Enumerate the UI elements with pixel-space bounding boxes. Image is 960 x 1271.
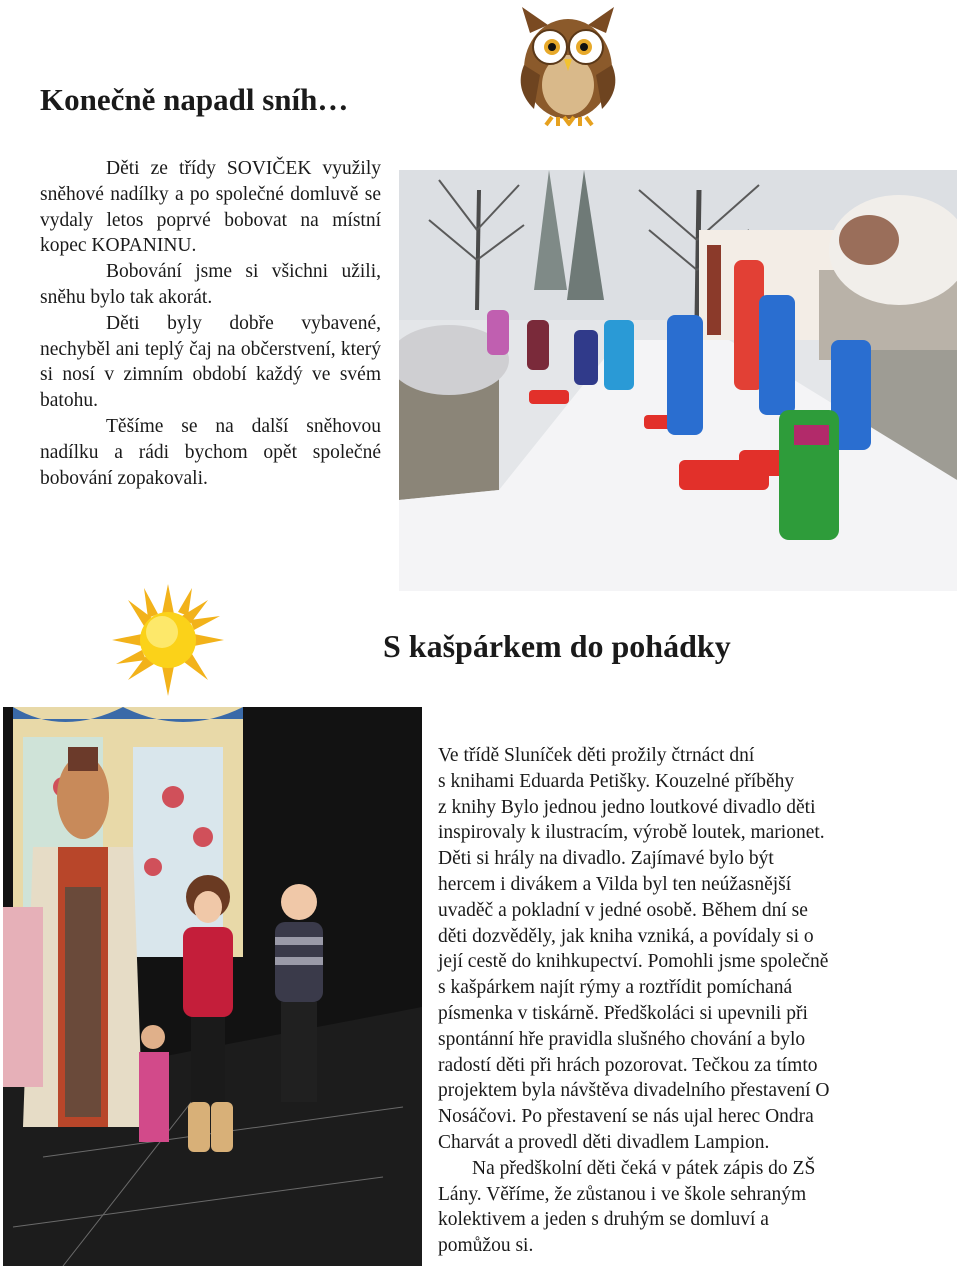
theatre-photo bbox=[3, 707, 422, 1266]
sledding-photo bbox=[399, 170, 957, 591]
text-line: Ve třídě Sluníček děti prožily čtrnáct dní bbox=[438, 745, 755, 766]
text-line: kolektivem a jeden s druhým se domluví a bbox=[438, 1209, 769, 1231]
text-line: s knihami Eduarda Petišky. Kouzelné příběhy bbox=[438, 770, 795, 792]
paragraph: Těšíme se na další sněhovou nadílku a rádi bychom opět společné bobování zopakovali. bbox=[40, 415, 381, 489]
text-line: Lány. Věříme, že zůstanou i ve škole sehraným bbox=[438, 1183, 807, 1205]
owl-illustration bbox=[512, 5, 624, 127]
text-line: Děti si hrály na divadlo. Zajímavé bylo být bbox=[438, 848, 774, 870]
article-title-snow: Konečně napadl sníh… bbox=[40, 82, 349, 117]
paragraph: Bobování jsme si všichni užili, sněhu bylo tak akorát. bbox=[40, 261, 381, 308]
text-line: projektem byla návštěva divadelního přestavení O bbox=[438, 1080, 830, 1102]
article-body-puppet bbox=[438, 743, 908, 1259]
text-line: Nosáčovi. Po přestavení se nás ujal herec Ondra bbox=[438, 1106, 814, 1128]
text-line: Na předškolní děti čeká v pátek zápis do ZŠ bbox=[472, 1157, 816, 1179]
text-line: děti dozvěděly, jak kniha vzniká, a povídaly si o bbox=[438, 925, 814, 947]
text-line: pomůžou si. bbox=[438, 1235, 534, 1257]
article-title-puppet: S kašpárkem do pohádky bbox=[383, 628, 731, 664]
text-line: uvaděč a pokladní v jedné osobě. Během dní se bbox=[438, 899, 808, 921]
paragraph: Děti byly dobře vybavené, nechyběl ani teplý čaj na občerstvení, který si nosí v zimním období každý ve svém batohu. bbox=[40, 312, 381, 412]
text-line: hercem i divákem a Vilda byl ten neúžasnější bbox=[438, 873, 792, 895]
article-body-snow bbox=[40, 156, 381, 491]
text-line: písmenka v tiskárně. Předškoláci si upevnili při bbox=[438, 1002, 808, 1024]
paragraph: Děti ze třídy SOVIČEK využily sněhové nadílky a po společné domluvě se vydaly letos poprvé bobovat na místní kopec KOPANINU. bbox=[40, 158, 381, 257]
text-line: Charvát a provedl děti divadlem Lampion. bbox=[438, 1131, 770, 1153]
text-line: její cestě do knihkupectví. Pomohli jsme společně bbox=[438, 951, 829, 973]
text-line: z knihy Bylo jednou jedno loutkové divadlo děti bbox=[438, 796, 816, 818]
sun-illustration bbox=[112, 584, 224, 696]
text-line: inspirovaly k ilustracím, výrobě loutek, marionet. bbox=[438, 822, 825, 844]
text-line: radostí děti při hrách pozorovat. Tečkou za tímto bbox=[438, 1054, 818, 1076]
text-line: s kašpárkem najít rýmy a roztřídit pomíchaná bbox=[438, 977, 793, 999]
text-line: spontánní hře pravidla slušného chování a bylo bbox=[438, 1028, 806, 1050]
